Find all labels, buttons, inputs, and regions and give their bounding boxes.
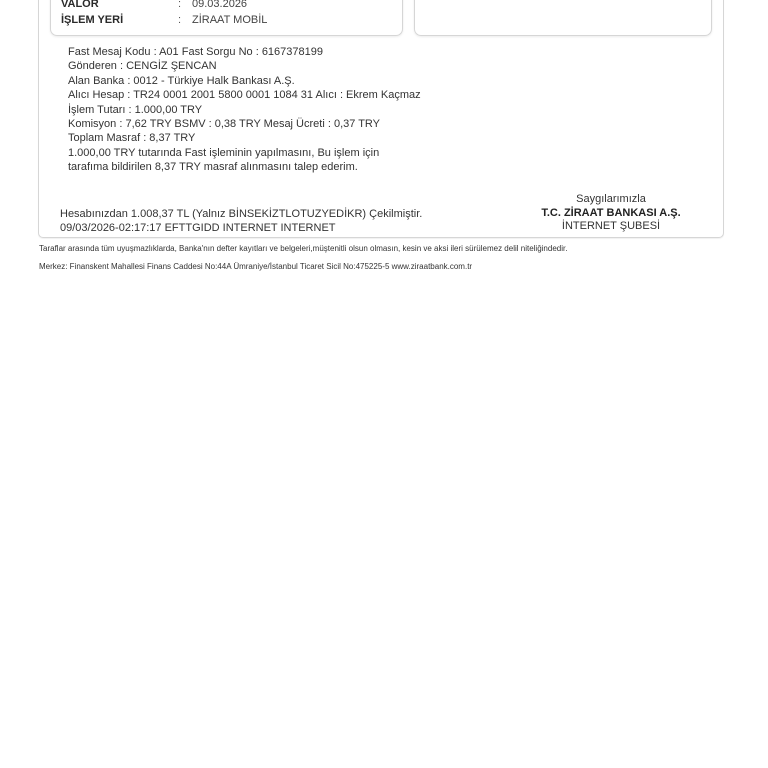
field-label: VALOR xyxy=(61,0,99,10)
secondary-info-box xyxy=(414,0,712,36)
field-value: ZİRAAT MOBİL xyxy=(192,14,268,26)
legal-address: Merkez: Finanskent Mahallesi Finans Caddesi No:44A Ümraniye/İstanbul Ticaret Sicil No:475225-5 www.ziraatbank.com.tr xyxy=(39,262,473,271)
withdrawal-summary xyxy=(60,207,422,235)
signature-bank-name: T.C. ZİRAAT BANKASI A.Ş. xyxy=(541,206,681,219)
field-valor xyxy=(61,0,247,11)
withdrawal-text: Hesabınızdan 1.008,37 TL (Yalnız BİNSEKİZTLOTUZYEDİKR) Çekilmiştir. xyxy=(60,208,423,220)
detail-receiving-bank: Alan Banka : 0012 - Türkiye Halk Bankası A.Ş. xyxy=(68,74,295,87)
field-label: İŞLEM YERİ xyxy=(61,14,124,26)
bank-signature xyxy=(520,193,702,234)
detail-sender: Gönderen : CENGİZ ŞENCAN xyxy=(68,60,217,73)
field-value: 09.03.2026 xyxy=(192,0,248,10)
field-separator: : xyxy=(178,0,182,10)
signature-greeting: Saygılarımızla xyxy=(576,193,646,205)
detail-recipient-account: Alıcı Hesap : TR24 0001 2001 5800 0001 1084 31 Alıcı : Ekrem Kaçmaz xyxy=(68,89,421,102)
signature-branch: İNTERNET ŞUBESİ xyxy=(561,220,661,232)
detail-consent-line-2: tarafıma bildirilen 8,37 TRY masraf alınmasını talep ederim. xyxy=(68,161,358,174)
detail-consent-line-1: 1.000,00 TRY tutarında Fast işleminin yapılmasını, Bu işlem için xyxy=(68,146,380,159)
transaction-details xyxy=(68,45,421,175)
detail-fees: Komisyon : 7,62 TRY BSMV : 0,38 TRY Mesaj Ücreti : 0,37 TRY xyxy=(68,117,381,130)
detail-amount: İşlem Tutarı : 1.000,00 TRY xyxy=(68,103,203,116)
detail-fast-message: Fast Mesaj Kodu : A01 Fast Sorgu No : 6167378199 xyxy=(68,46,323,58)
field-separator: : xyxy=(178,14,182,26)
legal-disclaimer: Taraflar arasında tüm uyuşmazlıklarda, Banka'nın defter kayıtları ve belgeleri,müştenitli olsun olmasın, kesin ve aksi ileri sürülemez delil niteliğindedir. xyxy=(39,244,568,253)
field-islem-yeri xyxy=(61,13,267,27)
transaction-timestamp: 09/03/2026-02:17:17 EFTTGIDD INTERNET INTERNET xyxy=(60,222,336,234)
detail-total-fee: Toplam Masraf : 8,37 TRY xyxy=(68,132,196,145)
